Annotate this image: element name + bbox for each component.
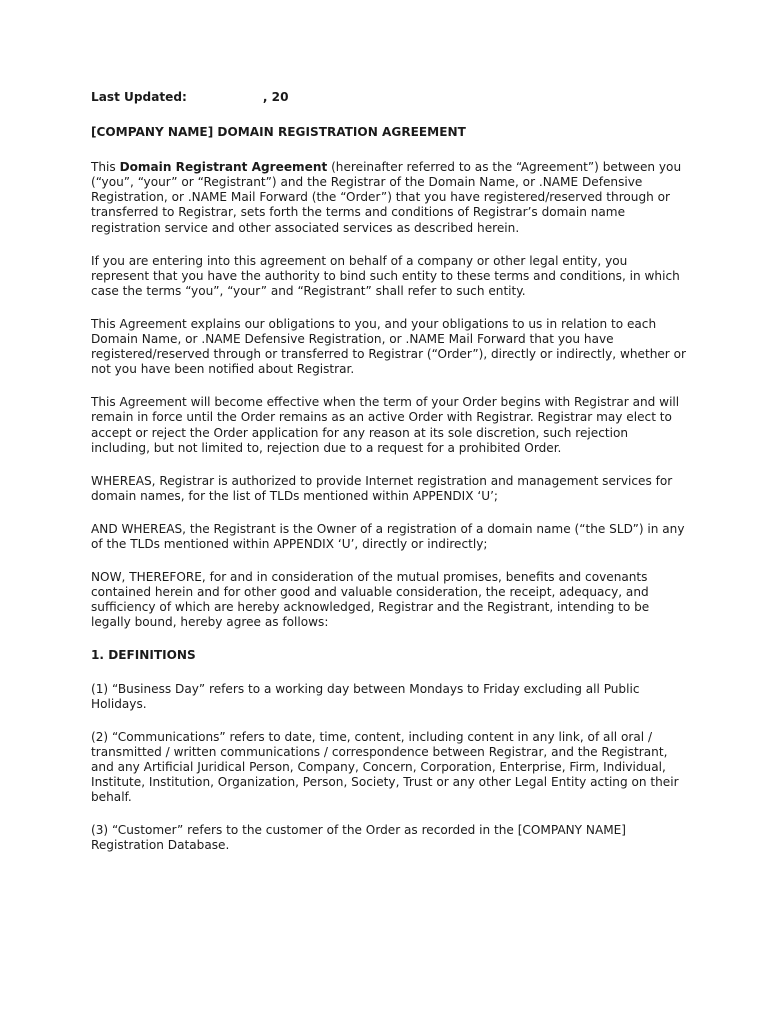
last-updated-label: Last Updated: (91, 90, 187, 104)
document-page (91, 90, 686, 871)
paragraph-whereas: WHEREAS, Registrar is authorized to provide Internet registration and management services for domain names, for the list of TLDs mentioned within APPENDIX ‘U’; (91, 473, 673, 503)
paragraph-obligations: This Agreement explains our obligations to you, and your obligations to us in relation to each Domain Name, or .NAME Defensive Registration, or .NAME Mail Forward that you have registered/reserved through or transferred to Registrar (“Order”), directly or indirectly, whether or not you have been notified about Registrar. (91, 316, 686, 377)
last-updated-line (91, 90, 686, 105)
document-title: [COMPANY NAME] DOMAIN REGISTRATION AGREEMENT (91, 125, 466, 140)
intro-paragraph (91, 160, 686, 235)
definition-item-business-day: (1) “Business Day” refers to a working day between Mondays to Friday excluding all Public Holidays. (91, 681, 640, 711)
section-heading-definitions: 1. DEFINITIONS (91, 648, 196, 663)
definition-item-customer: (3) “Customer” refers to the customer of the Order as recorded in the [COMPANY NAME] Registration Database. (91, 823, 627, 853)
intro-prefix: This (91, 160, 120, 175)
definition-item-communications: (2) “Communications” refers to date, time, content, including content in any link, of all oral / transmitted / written communications / correspondence between Registrar, and the Registrant, and any Artificial Juridical Person, Company, Concern, Corporation, Enterprise, Firm, Individual, Institute, Institution, Organization, Person, Society, Trust or any other Legal Entity acting on their behalf. (91, 729, 679, 805)
paragraph-authority: If you are entering into this agreement on behalf of a company or other legal entity, you represent that you have the authority to bind such entity to these terms and conditions, in which case the terms “you”, “your” and “Registrant” shall refer to such entity. (91, 253, 680, 298)
paragraph-now-therefore: NOW, THEREFORE, for and in consideration of the mutual promises, benefits and covenants contained herein and for other good and valuable consideration, the receipt, adequacy, and sufficiency of which are hereby acknowledged, Registrar and the Registrant, intending to be legally bound, hereby agree as follows: (91, 570, 650, 630)
intro-bold-term: Domain Registrant Agreement (119, 160, 328, 175)
paragraph-and-whereas: AND WHEREAS, the Registrant is the Owner of a registration of a domain name (“the SLD”) in any of the TLDs mentioned within APPENDIX ‘U’, directly or indirectly; (91, 521, 685, 551)
intro-rest: (hereinafter referred to as the “Agreement”) between you (“you”, “your” or “Registrant”) and the Registrar of the Domain Name, or .NAME Defensive Registration, or .NAME Mail Forward (the “Order”) that you have registered/reserved through or transferred to Registrar, sets forth the terms and conditions of Registrar’s domain name registration service and other associated services as described herein. (91, 160, 682, 235)
paragraph-effective: This Agreement will become effective when the term of your Order begins with Registrar and will remain in force until the Order remains as an active Order with Registrar. Registrar may elect to accept or reject the Order application for any reason at its sole discretion, such rejection including, but not limited to, rejection due to a request for a prohibited Order. (91, 395, 680, 455)
last-updated-year: , 20 (262, 90, 289, 104)
